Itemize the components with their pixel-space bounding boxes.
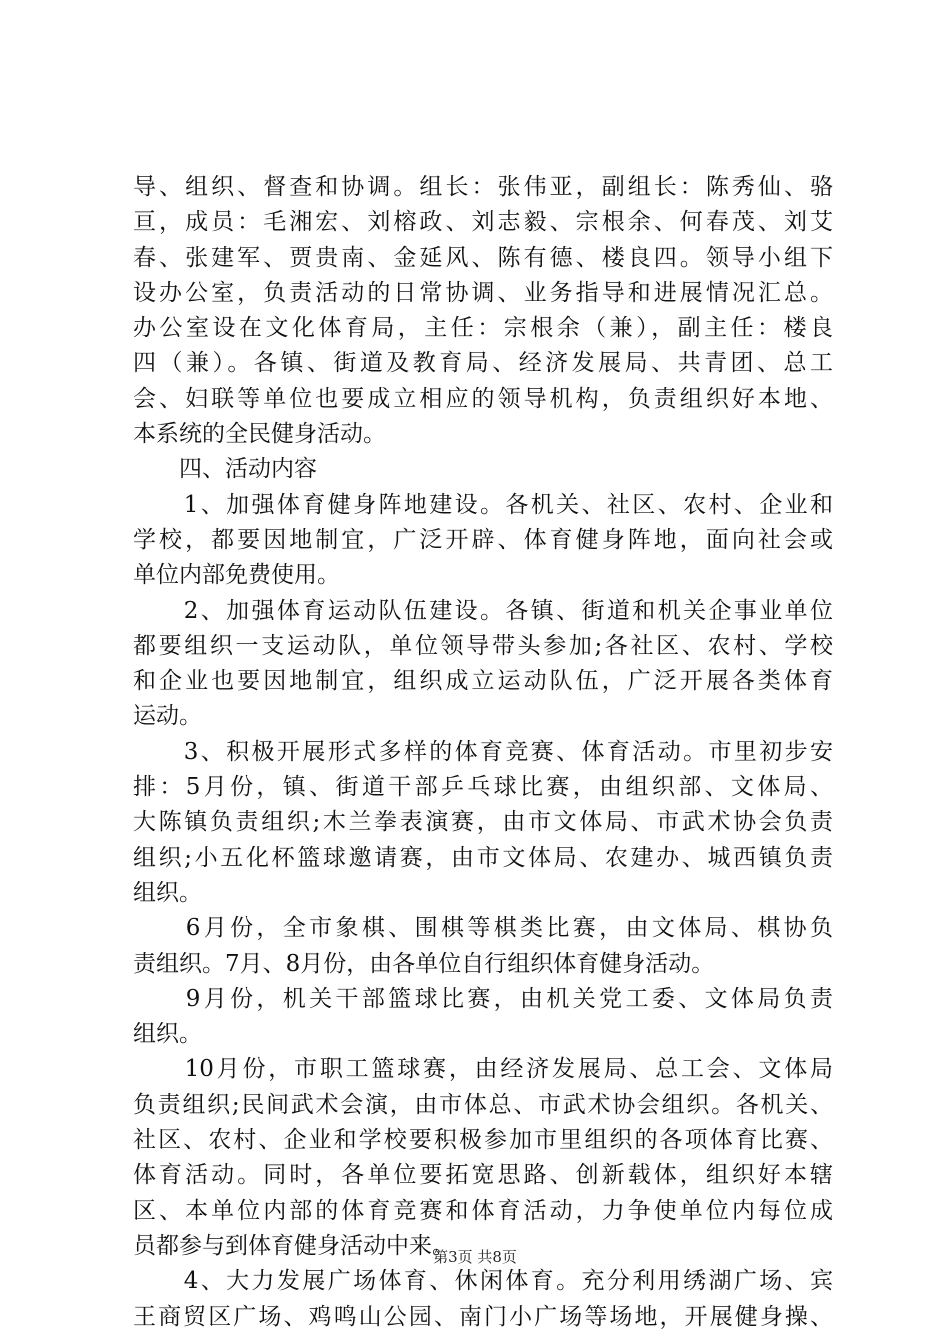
text-line: 都要组织一支运动队，单位领导带头参加;各社区、农村、学校	[133, 632, 833, 659]
text-line: 9月份，机关干部篮球比赛，由机关党工委、文体局负责	[133, 985, 833, 1012]
text-line: 本系统的全民健身活动。	[133, 421, 386, 448]
text-line: 办公室设在文化体育局，主任：宗根余（兼），副主任：楼良	[133, 315, 833, 342]
text-line: 社区、农村、企业和学校要积极参加市里组织的各项体育比赛、	[133, 1127, 833, 1154]
text-line: 组织;小五化杯篮球邀请赛，由市文体局、农建办、城西镇负责	[133, 844, 833, 871]
paragraph	[133, 1052, 833, 1264]
text-line: 四、活动内容	[133, 456, 317, 483]
text-line: 四（兼）。各镇、街道及教育局、经济发展局、共青团、总工	[133, 350, 833, 377]
text-line: 组织。	[133, 879, 202, 906]
paragraph	[133, 1264, 833, 1335]
text-line: 春、张建军、贾贵南、金延风、陈有德、楼良四。领导小组下	[133, 244, 833, 271]
text-line: 区、本单位内部的体育竞赛和体育活动，力争使单位内每位成	[133, 1197, 833, 1224]
text-line: 设办公室，负责活动的日常协调、业务指导和进展情况汇总。	[133, 279, 833, 306]
text-line: 10月份，市职工篮球赛，由经济发展局、总工会、文体局	[133, 1056, 833, 1083]
paragraph	[133, 982, 833, 1053]
text-line: 负责组织;民间武术会演，由市体总、市武术协会组织。各机关、	[133, 1091, 833, 1118]
paragraph	[133, 594, 833, 735]
document-body	[133, 170, 833, 1335]
text-line: 2、加强体育运动队伍建设。各镇、街道和机关企事业单位	[133, 597, 833, 624]
page-number: 第3页 共8页	[433, 1248, 517, 1266]
text-line: 大陈镇负责组织;木兰拳表演赛，由市文体局、市武术协会负责	[133, 809, 833, 836]
text-line: 排：5月份，镇、街道干部乒乓球比赛，由组织部、文体局、	[133, 774, 833, 801]
paragraph	[133, 488, 833, 594]
text-line: 4、大力发展广场体育、休闲体育。充分利用绣湖广场、宾	[133, 1268, 833, 1295]
text-line: 体育活动。同时，各单位要拓宽思路、创新载体，组织好本辖	[133, 1162, 833, 1189]
text-line: 3、积极开展形式多样的体育竞赛、体育活动。市里初步安	[133, 738, 833, 765]
text-line: 学校，都要因地制宜，广泛开辟、体育健身阵地，面向社会或	[133, 526, 833, 553]
text-line: 会、妇联等单位也要成立相应的领导机构，负责组织好本地、	[133, 385, 833, 412]
paragraph	[133, 911, 833, 982]
text-line: 6月份，全市象棋、围棋等棋类比赛，由文体局、棋协负	[133, 915, 833, 942]
text-line: 单位内部免费使用。	[133, 562, 340, 589]
text-line: 王商贸区广场、鸡鸣山公园、南门小广场等场地，开展健身操、	[133, 1303, 833, 1330]
section-heading	[133, 452, 833, 487]
text-line: 1、加强体育健身阵地建设。各机关、社区、农村、企业和	[133, 491, 833, 518]
text-line: 组织。	[133, 1021, 202, 1048]
text-line: 亘，成员：毛湘宏、刘榕政、刘志毅、宗根余、何春茂、刘艾	[133, 209, 833, 236]
text-line: 员都参与到体育健身活动中来。	[133, 1232, 455, 1259]
paragraph	[133, 735, 833, 911]
text-line: 责组织。7月、8月份，由各单位自行组织体育健身活动。	[133, 950, 715, 977]
text-line: 运动。	[133, 703, 202, 730]
text-line: 导、组织、督查和协调。组长：张伟亚，副组长：陈秀仙、骆	[133, 174, 833, 200]
page-footer	[0, 1247, 950, 1267]
paragraph	[133, 170, 833, 452]
text-line: 和企业也要因地制宜，组织成立运动队伍，广泛开展各类体育	[133, 668, 833, 695]
